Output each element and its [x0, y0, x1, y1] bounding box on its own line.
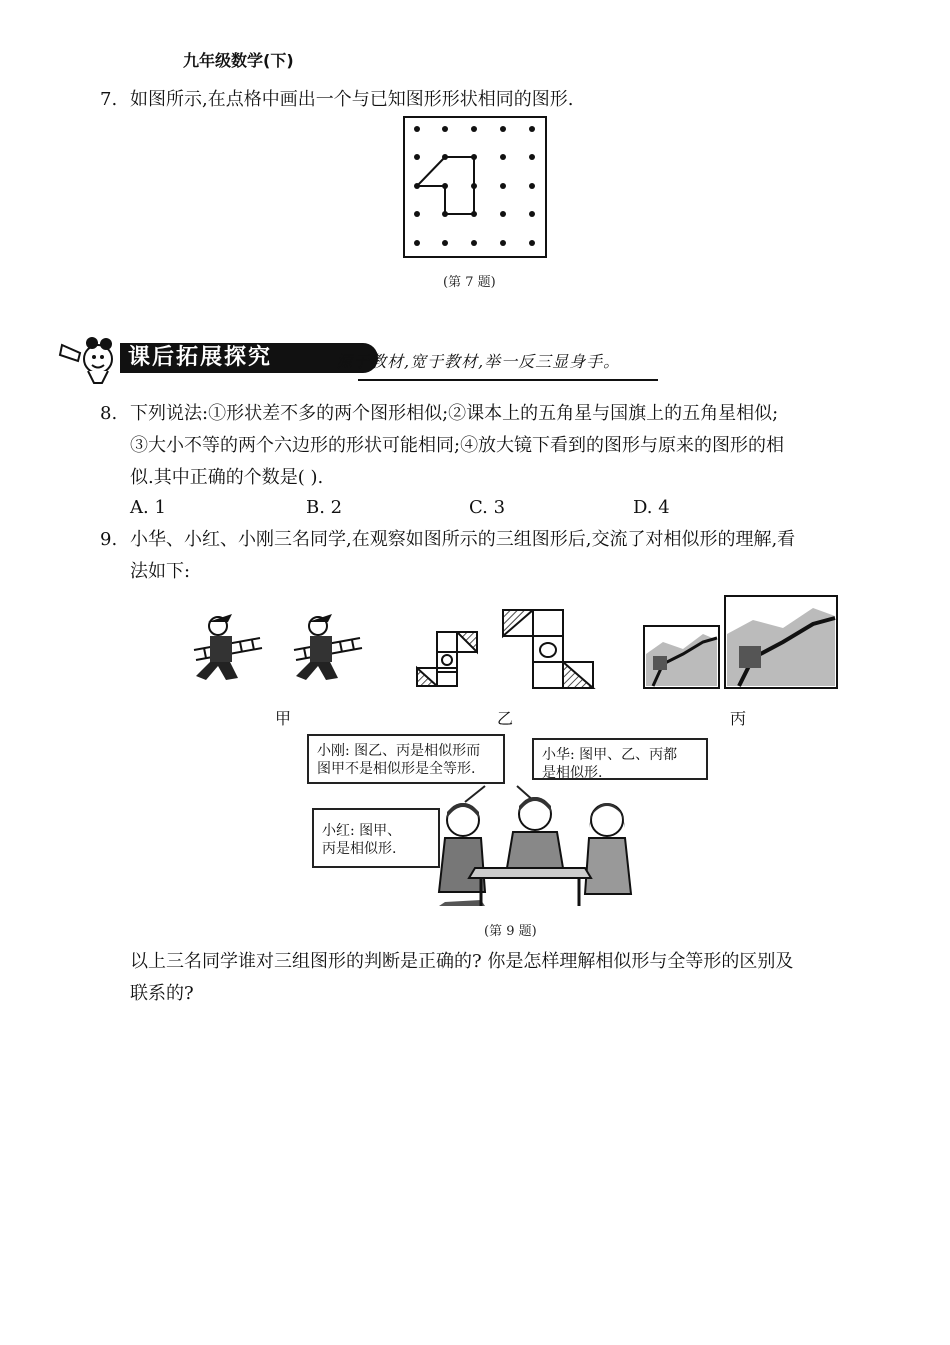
student-xiaohua: [585, 803, 631, 894]
figure-jia: [188, 610, 368, 690]
bubble-tail-xiaogang: [465, 786, 485, 802]
bubble-xiaohong-line-2: 丙是相似形.: [322, 841, 397, 857]
q8-option-c: C. 3: [469, 497, 506, 518]
mascot-icon: [58, 335, 122, 385]
q8-option-b: B. 2: [306, 497, 343, 518]
q7-caption: (第 7 题): [443, 275, 496, 290]
q8-option-d: D. 4: [633, 497, 670, 518]
q9-number: 9.: [100, 529, 118, 550]
desk: [469, 868, 591, 906]
q9-question-line-2: 联系的?: [130, 983, 194, 1004]
student-xiaogang: [507, 797, 563, 868]
q8-number: 8.: [100, 403, 118, 424]
q8-option-a: A. 1: [130, 497, 166, 518]
figure-yi: [413, 608, 598, 690]
bubble-xiaohua-line-1: 小华: 图甲、乙、丙都: [542, 747, 678, 763]
label-jia: 甲: [275, 709, 292, 728]
great-wall-large: [725, 596, 837, 688]
label-bing: 丙: [730, 709, 747, 728]
bubble-xiaogang: [307, 734, 505, 784]
bubble-xiaogang-line-1: 小刚: 图乙、丙是相似形而: [317, 743, 481, 759]
page-header: 九年级数学(下): [183, 51, 294, 70]
students-illustration: [425, 782, 645, 908]
bubble-xiaohua-line-2: 是相似形.: [542, 765, 603, 781]
q9-line-1: 小华、小红、小刚三名同学,在观察如图所示的三组图形后,交流了对相似形的理解,看: [130, 529, 796, 550]
section-subtitle: 源于教材,宽于教材,举一反三显身手。: [336, 352, 621, 371]
bubble-xiaogang-line-2: 图甲不是相似形是全等形.: [317, 761, 476, 777]
q9-question-line-1: 以上三名同学谁对三组图形的判断是正确的? 你是怎样理解相似形与全等形的区别及: [130, 951, 794, 972]
q7-number: 7.: [100, 89, 118, 110]
label-yi: 乙: [497, 709, 514, 728]
q9-caption: (第 9 题): [484, 924, 537, 939]
worker-figure-1: [194, 614, 262, 680]
q8-line-2: ③大小不等的两个六边形的形状可能相同;④放大镜下看到的图形与原来的图形的相: [130, 435, 785, 456]
q7-dot-grid: [403, 116, 547, 258]
student-xiaohong: [439, 803, 485, 906]
section-banner: [58, 335, 658, 385]
section-title: 课后拓展探究: [120, 343, 378, 373]
great-wall-small: [644, 626, 719, 688]
figure-bing: [643, 594, 839, 690]
small-net: [417, 632, 477, 686]
section-underline: [358, 379, 658, 381]
worker-figure-2: [294, 614, 362, 680]
q9-line-2: 法如下:: [130, 561, 191, 582]
bubble-xiaohua: [532, 738, 708, 780]
q8-line-3: 似.其中正确的个数是( ).: [130, 467, 324, 488]
q8-line-1: 下列说法:①形状差不多的两个图形相似;②课本上的五角星与国旗上的五角星相似;: [130, 403, 779, 424]
large-net: [503, 610, 593, 688]
q7-text: 如图所示,在点格中画出一个与已知图形形状相同的图形.: [130, 89, 574, 110]
bubble-xiaohong-line-1: 小红: 图甲、: [322, 823, 402, 839]
bubble-xiaohong: [312, 808, 440, 868]
